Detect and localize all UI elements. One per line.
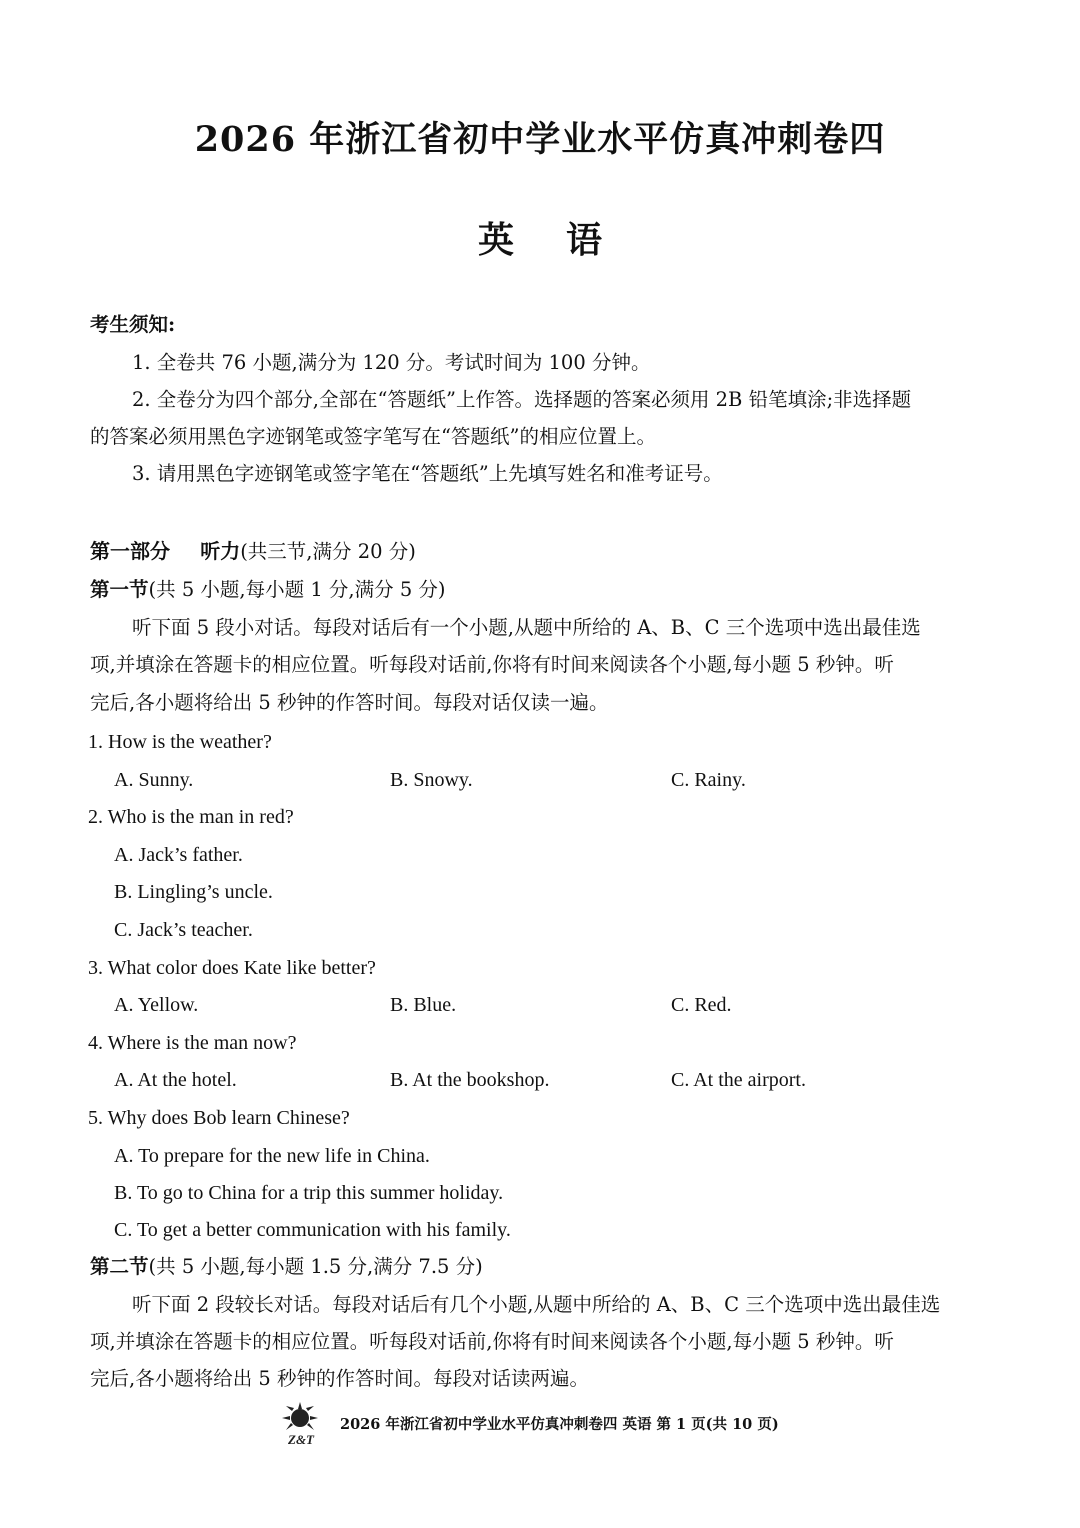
- footer-text: 2026 年浙江省初中学业水平仿真冲刺卷四 英语 第 1 页(共 10 页): [340, 1415, 779, 1433]
- question-option: A. Yellow.: [114, 994, 199, 1016]
- part-info: (共三节,满分 20 分): [240, 540, 416, 563]
- question-stem: 3. What color does Kate like better?: [88, 957, 376, 979]
- section-label: 第二节: [90, 1255, 149, 1278]
- notice-item: 2. 全卷分为四个部分,全部在“答题纸”上作答。选择题的答案必须用 2B 铅笔填涂;非选择题: [132, 388, 912, 411]
- section-instruction: 听下面 2 段较长对话。每段对话后有几个小题,从题中所给的 A、B、C 三个选项中选出最佳选: [132, 1293, 941, 1316]
- section-heading: [90, 577, 446, 603]
- section-info: (共 5 小题,每小题 1 分,满分 5 分): [148, 578, 446, 601]
- question-stem: 1. How is the weather?: [88, 731, 272, 753]
- notice-item: 1. 全卷共 76 小题,满分为 120 分。考试时间为 100 分钟。: [132, 351, 651, 374]
- section-instruction: 听下面 5 段小对话。每段对话后有一个小题,从题中所给的 A、B、C 三个选项中选出最佳选: [132, 616, 921, 639]
- section-instruction: 完后,各小题将给出 5 秒钟的作答时间。每段对话仅读一遍。: [90, 691, 609, 714]
- question-option: A. Jack’s father.: [114, 844, 243, 866]
- page-footer: [270, 1398, 779, 1448]
- subject-title: 英语: [477, 219, 654, 261]
- question-option: C. Rainy.: [671, 769, 746, 791]
- question-option: A. At the hotel.: [114, 1069, 237, 1091]
- part-label: 第一部分: [90, 539, 170, 563]
- notice-item: 3. 请用黑色字迹钢笔或签字笔在“答题纸”上先填写姓名和准考证号。: [132, 462, 723, 485]
- part-heading: [90, 538, 416, 565]
- page-title: 2026 年浙江省初中学业水平仿真冲刺卷四: [194, 119, 886, 160]
- question-option: B. Lingling’s uncle.: [114, 881, 273, 903]
- question-stem: 2. Who is the man in red?: [88, 806, 294, 828]
- section-instruction: 项,并填涂在答题卡的相应位置。听每段对话前,你将有时间来阅读各个小题,每小题 5 秒钟。听: [90, 1330, 894, 1353]
- question-option: C. Red.: [671, 994, 732, 1016]
- question-option: C. At the airport.: [671, 1069, 806, 1091]
- question-option: B. At the bookshop.: [390, 1069, 550, 1091]
- publisher-logo-icon: [270, 1398, 332, 1448]
- question-option: A. To prepare for the new life in China.: [114, 1145, 430, 1167]
- question-option: A. Sunny.: [114, 769, 194, 791]
- notice-heading: 考生须知:: [90, 313, 176, 336]
- question-stem: 4. Where is the man now?: [88, 1032, 297, 1054]
- section-instruction: 完后,各小题将给出 5 秒钟的作答时间。每段对话读两遍。: [90, 1367, 590, 1390]
- notice-item: 的答案必须用黑色字迹钢笔或签字笔写在“答题纸”的相应位置上。: [90, 425, 656, 448]
- question-option: C. To get a better communication with his family.: [114, 1219, 511, 1241]
- section-label: 第一节: [90, 578, 149, 601]
- section-info: (共 5 小题,每小题 1.5 分,满分 7.5 分): [148, 1255, 483, 1278]
- logo-text: Z&T: [288, 1432, 314, 1447]
- part-name: 听力: [200, 539, 241, 563]
- section-instruction: 项,并填涂在答题卡的相应位置。听每段对话前,你将有时间来阅读各个小题,每小题 5 秒钟。听: [90, 653, 894, 676]
- section-heading: [90, 1254, 483, 1280]
- question-option: C. Jack’s teacher.: [114, 919, 253, 941]
- question-option: B. Snowy.: [390, 769, 473, 791]
- question-stem: 5. Why does Bob learn Chinese?: [88, 1107, 350, 1129]
- question-option: B. Blue.: [390, 994, 457, 1016]
- question-option: B. To go to China for a trip this summer holiday.: [114, 1182, 504, 1204]
